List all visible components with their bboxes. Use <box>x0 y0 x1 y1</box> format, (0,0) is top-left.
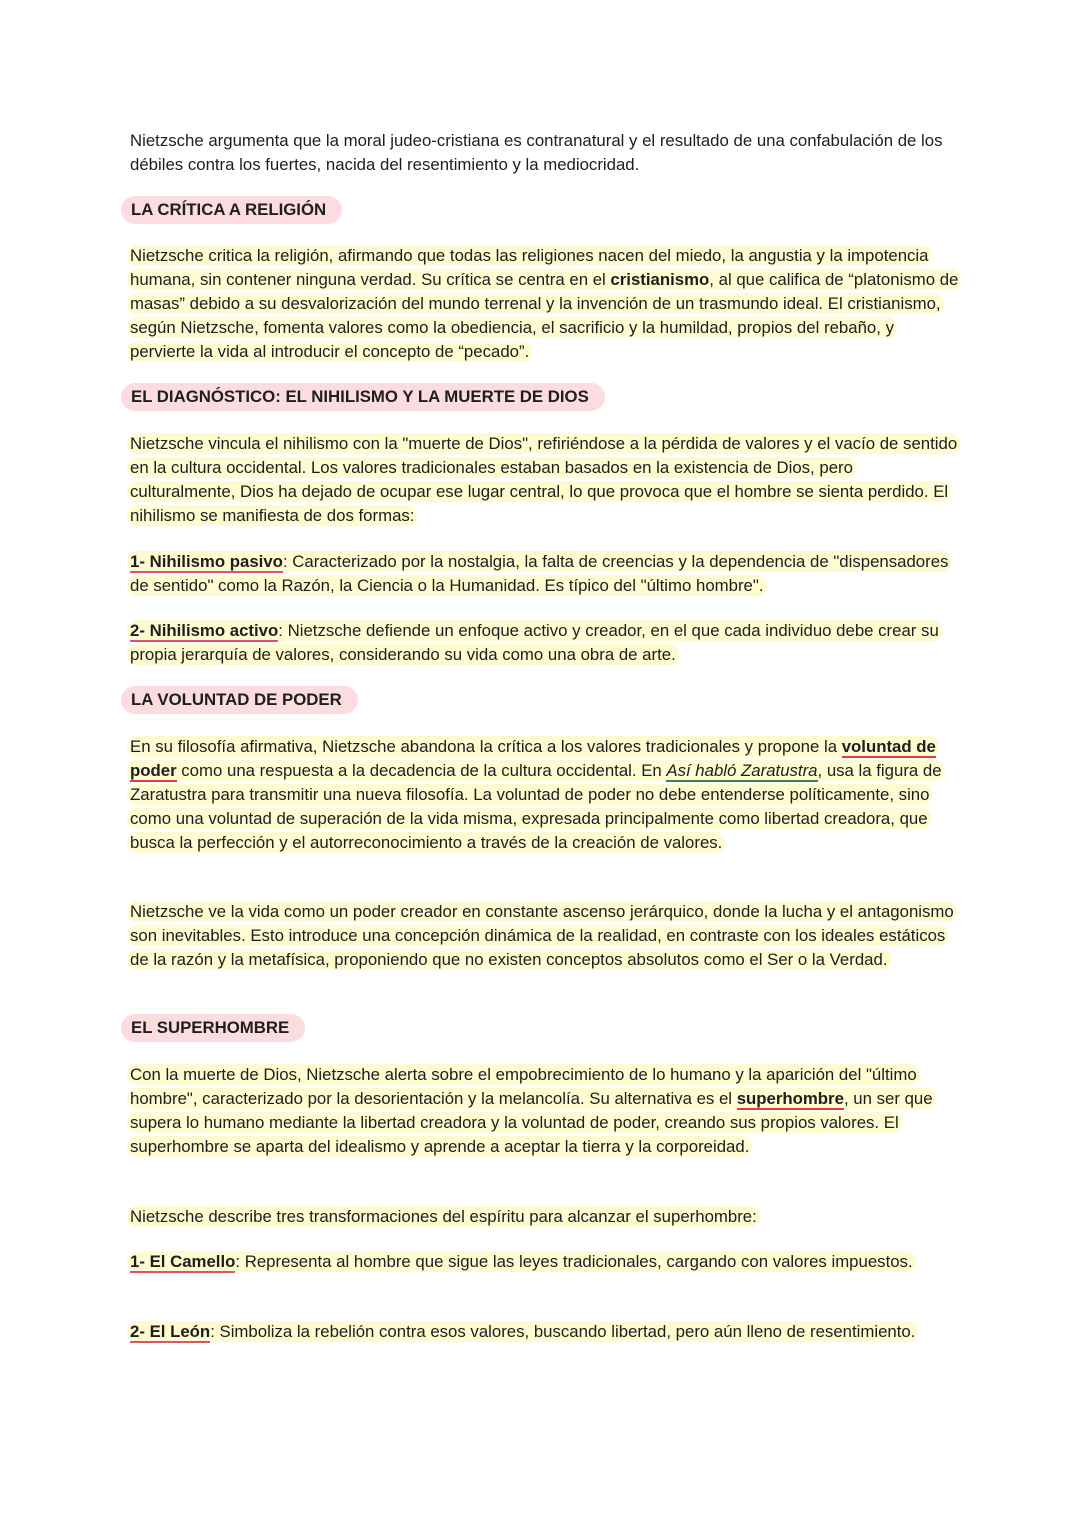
term-superhombre: superhombre <box>736 1089 844 1108</box>
heading-will-to-power: LA VOLUNTAD DE PODER <box>121 686 358 714</box>
term-voluntad-de-poder: voluntad de poder <box>130 737 936 780</box>
nihilism-passive-text: : Caracterizado por la nostalgia, la falta de creencias y la dependencia de "dispensadores de sentido" como la Razón, la Ciencia o la Humanidad. Es típico del "último hombre". <box>130 552 949 595</box>
lion-highlight <box>127 1321 918 1342</box>
heading-religion: LA CRÍTICA A RELIGIÓN <box>121 196 342 224</box>
heading-nihilism: EL DIAGNÓSTICO: EL NIHILISMO Y LA MUERTE DE DIOS <box>121 383 605 411</box>
will-text-c: , usa la figura de Zaratustra para transmitir una nueva filosofía. La voluntad de poder no debe entenderse políticamente, sino como una voluntad de superación de la vida misma, expresada principalmente como libertad creadora, que busca la perfección y el autorreconocimiento a través de la creación de valores. <box>130 761 942 852</box>
term-el-camello: 1- El Camello <box>130 1252 236 1271</box>
camel-item <box>130 1250 960 1274</box>
term-nihilismo-activo: 2- Nihilismo activo <box>130 621 279 640</box>
term-cristianismo: cristianismo <box>610 270 710 289</box>
religion-highlight <box>127 245 961 362</box>
will-paragraph-2 <box>130 900 960 972</box>
camel-text: : Representa al hombre que sigue las leyes tradicionales, cargando con valores impuestos. <box>235 1252 913 1271</box>
nihilism-passive-highlight <box>127 551 951 596</box>
religion-paragraph <box>130 244 960 364</box>
superman-paragraph-2 <box>130 1205 960 1229</box>
will-text-b: como una respuesta a la decadencia de la cultura occidental. En <box>176 761 667 780</box>
nihilism-highlight: Nietzsche vincula el nihilismo con la "muerte de Dios", refiriéndose a la pérdida de valores y el vacío de sentido en la cultura occidental. Los valores tradicionales estaban basados en la existencia de Dios, pero culturalmente, Dios ha dejado de ocupar ese lugar central, lo que provoca que el hombre se sienta perdido. El nihilismo se manifiesta de dos formas: <box>127 433 960 526</box>
book-title-zaratustra: Así habló Zaratustra <box>666 761 818 780</box>
will-text-a: En su filosofía afirmativa, Nietzsche abandona la crítica a los valores tradicionales y propone la <box>130 737 842 756</box>
nihilism-active-item <box>130 619 960 667</box>
intro-paragraph <box>130 129 960 177</box>
lion-text: : Simboliza la rebelión contra esos valores, buscando libertad, pero aún lleno de resentimiento. <box>210 1322 916 1341</box>
nihilism-passive-item <box>130 550 960 598</box>
superman-paragraph-1 <box>130 1063 960 1159</box>
will-highlight-2: Nietzsche ve la vida como un poder creador en constante ascenso jerárquico, donde la lucha y el antagonismo son inevitables. Esto introduce una concepción dinámica de la realidad, en contraste con los ideales estáticos de la razón y la metafísica, proponiendo que no existen conceptos absolutos como el Ser o la Verdad. <box>127 901 957 970</box>
heading-superman: EL SUPERHOMBRE <box>121 1014 305 1042</box>
lion-item <box>130 1320 960 1344</box>
term-nihilismo-pasivo: 1- Nihilismo pasivo <box>130 552 283 571</box>
superman-text-a: Con la muerte de Dios, Nietzsche alerta sobre el empobrecimiento de lo humano y la aparición del "último hombre", caracterizado por la desorientación y la melancolía. Su alternativa es el <box>130 1065 917 1108</box>
superman-highlight-2: Nietzsche describe tres transformaciones del espíritu para alcanzar el superhombre: <box>127 1206 760 1227</box>
nihilism-active-highlight <box>127 620 942 665</box>
nihilism-paragraph <box>130 432 960 528</box>
will-paragraph-1 <box>130 735 960 855</box>
superman-highlight-1 <box>127 1064 936 1157</box>
will-highlight-1 <box>127 736 945 853</box>
superman-text-b: , un ser que supera lo humano mediante la libertad creadora y la voluntad de poder, creando sus propios valores. El superhombre se aparta del idealismo y aprende a aceptar la tierra y la corporeidad. <box>130 1089 933 1156</box>
camel-highlight <box>127 1251 916 1272</box>
nihilism-active-text: : Nietzsche defiende un enfoque activo y creador, en el que cada individuo debe crear su propia jerarquía de valores, considerando su vida como una obra de arte. <box>130 621 939 664</box>
religion-text-b: , al que califica de “platonismo de masas” debido a su desvalorización del mundo terrenal y la invención de un trasmundo ideal. El cristianismo, según Nietzsche, fomenta valores como la obediencia, el sacrificio y la humildad, propios del rebaño, y pervierte la vida al introducir el concepto de “pecado”. <box>130 270 959 361</box>
religion-text-a: Nietzsche critica la religión, afirmando que todas las religiones nacen del miedo, la angustia y la impotencia humana, sin contener ninguna verdad. Su crítica se centra en el <box>130 246 929 289</box>
term-el-leon: 2- El León <box>130 1322 211 1341</box>
intro-text: Nietzsche argumenta que la moral judeo-cristiana es contranatural y el resultado de una confabulación de los débiles contra los fuertes, nacida del resentimiento y la mediocridad. <box>130 131 943 174</box>
